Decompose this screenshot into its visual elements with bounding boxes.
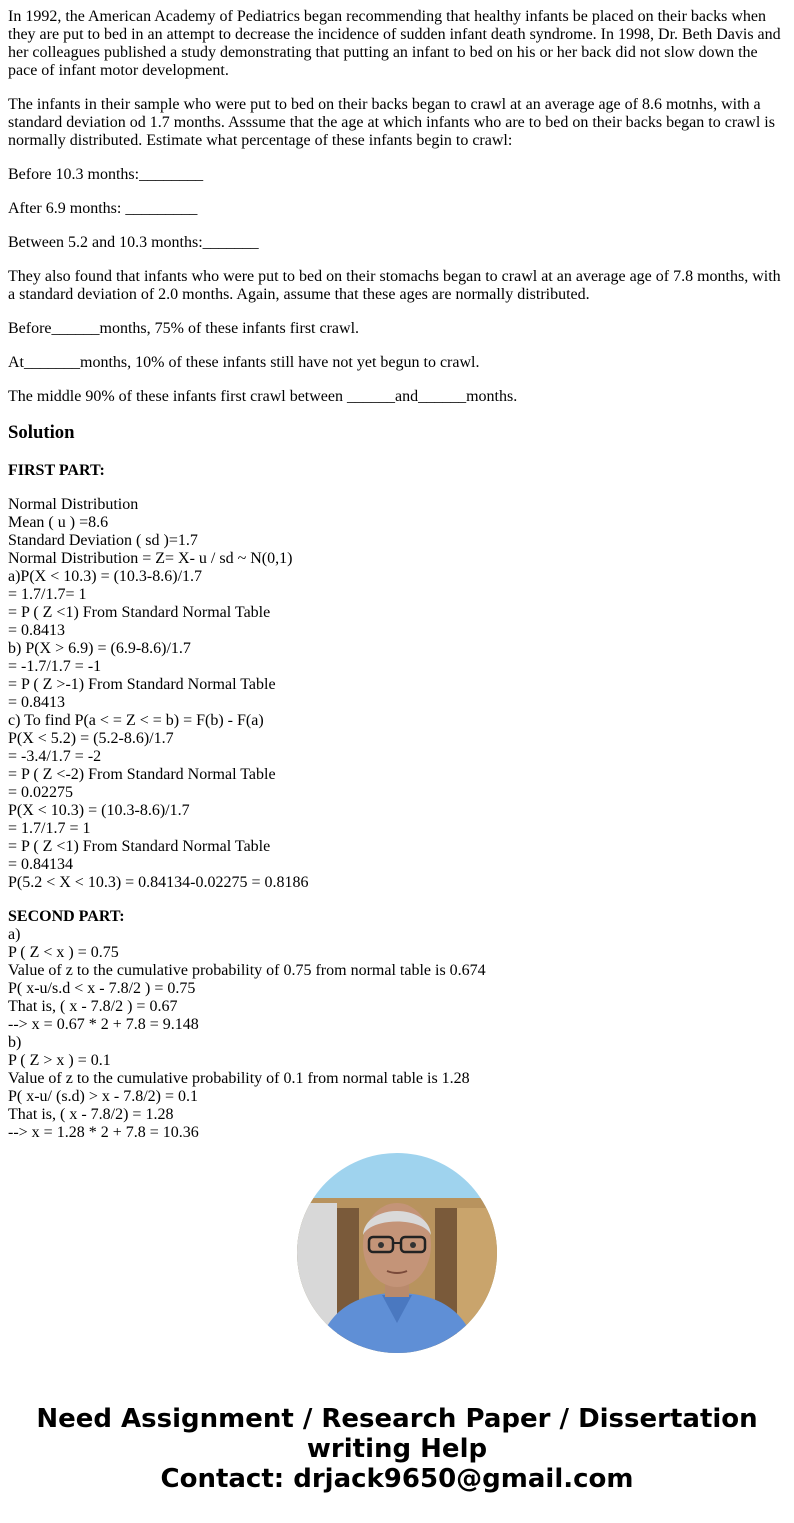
question-item-5: At_______months, 10% of these infants still have not yet begun to crawl.: [8, 354, 480, 371]
promo-line-1: Need Assignment / Research Paper / Dissertation: [36, 1404, 758, 1434]
document-content: [8, 8, 786, 1158]
solution-line: Value of z to the cumulative probability of 0.1 from normal table is 1.28: [8, 1070, 470, 1087]
solution-line: = P ( Z <-2) From Standard Normal Table: [8, 766, 276, 783]
author-portrait-image: [297, 1153, 497, 1353]
promo-line-2: writing Help: [306, 1434, 488, 1464]
question-item-1: Before 10.3 months:________: [8, 166, 204, 183]
solution-line: Normal Distribution: [8, 496, 139, 513]
question-item-6: The middle 90% of these infants first crawl between ______and______months.: [8, 388, 518, 405]
solution-line: P ( Z > x ) = 0.1: [8, 1052, 111, 1069]
solution-title: Solution: [8, 422, 75, 443]
solution-line: = P ( Z <1) From Standard Normal Table: [8, 838, 271, 855]
question-stomach: They also found that infants who were put to bed on their stomachs began to crawl at an average age of 7.8 months, with a standard deviation of 2.0 months. Again, assume that these ages are normally distributed.: [8, 268, 781, 303]
promo-contact: Contact: drjack9650@gmail.com: [160, 1464, 634, 1494]
solution-line: b): [8, 1034, 22, 1051]
solution-line: = 0.84134: [8, 856, 74, 873]
solution-line: = P ( Z >-1) From Standard Normal Table: [8, 676, 276, 693]
solution-line: = 0.02275: [8, 784, 74, 801]
question-item-3: Between 5.2 and 10.3 months:_______: [8, 234, 259, 251]
solution-line: P( x-u/ (s.d) > x - 7.8/2) = 0.1: [8, 1088, 199, 1105]
solution-line: P(X < 10.3) = (10.3-8.6)/1.7: [8, 802, 190, 819]
solution-line: = P ( Z <1) From Standard Normal Table: [8, 604, 271, 621]
solution-line: P ( Z < x ) = 0.75: [8, 944, 119, 961]
solution-line: Normal Distribution = Z= X- u / sd ~ N(0,1): [8, 550, 293, 567]
promo-banner: [0, 1404, 794, 1494]
question-item-4: Before______months, 75% of these infants first crawl.: [8, 320, 360, 337]
solution-line: = -3.4/1.7 = -2: [8, 748, 102, 765]
solution-line: That is, ( x - 7.8/2 ) = 0.67: [8, 998, 178, 1015]
first-part-title: FIRST PART:: [8, 462, 105, 479]
solution-line: --> x = 1.28 * 2 + 7.8 = 10.36: [8, 1124, 199, 1141]
author-photo: [297, 1153, 497, 1353]
solution-line: Value of z to the cumulative probability of 0.75 from normal table is 0.674: [8, 962, 486, 979]
solution-line: c) To find P(a < = Z < = b) = F(b) - F(a): [8, 712, 264, 729]
solution-line: a)P(X < 10.3) = (10.3-8.6)/1.7: [8, 568, 203, 585]
solution-line: = 0.8413: [8, 622, 66, 639]
solution-line: b) P(X > 6.9) = (6.9-8.6)/1.7: [8, 640, 191, 657]
solution-line: Mean ( u ) =8.6: [8, 514, 109, 531]
second-part-lines: [8, 926, 786, 1158]
solution-line: = 1.7/1.7 = 1: [8, 820, 91, 837]
question-intro: In 1992, the American Academy of Pediatrics began recommending that healthy infants be placed on their backs when they are put to bed in an attempt to decrease the incidence of sudden infant death syndrome. In 1998, Dr. Beth Davis and her colleagues published a study demonstrating that putting an infant to bed on his or her back did not slow down the pace of infant motor development.: [8, 8, 781, 79]
solution-line: = -1.7/1.7 = -1: [8, 658, 102, 675]
solution-line: = 0.8413: [8, 694, 66, 711]
first-part-lines: [8, 496, 786, 892]
question-sample: The infants in their sample who were put to bed on their backs began to crawl at an average age of 8.6 motnhs, with a standard deviation od 1.7 months. Asssume that the age at which infants who are to bed on their backs began to crawl is normally distributed. Estimate what percentage of these infants begin to crawl:: [8, 96, 775, 149]
solution-line: P( x-u/s.d < x - 7.8/2 ) = 0.75: [8, 980, 196, 997]
solution-line: = 1.7/1.7= 1: [8, 586, 87, 603]
solution-line: --> x = 0.67 * 2 + 7.8 = 9.148: [8, 1016, 199, 1033]
solution-line: Standard Deviation ( sd )=1.7: [8, 532, 198, 549]
solution-line: P(X < 5.2) = (5.2-8.6)/1.7: [8, 730, 174, 747]
question-item-2: After 6.9 months: _________: [8, 200, 198, 217]
second-part-title: SECOND PART:: [8, 908, 125, 925]
solution-line: That is, ( x - 7.8/2) = 1.28: [8, 1106, 174, 1123]
solution-line: P(5.2 < X < 10.3) = 0.84134-0.02275 = 0.8186: [8, 874, 309, 891]
solution-line: a): [8, 926, 21, 943]
